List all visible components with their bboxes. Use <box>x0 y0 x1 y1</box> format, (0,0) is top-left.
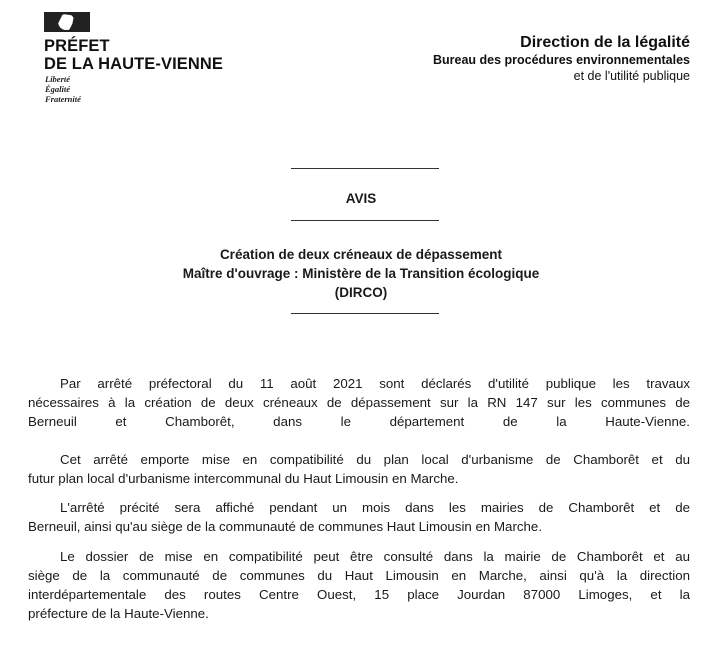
direction-title: Direction de la légalité <box>520 34 690 51</box>
divider-top <box>291 168 439 169</box>
motto-fraternite: Fraternité <box>45 94 81 104</box>
paragraph-line: Par arrêté préfectoral du 11 août 2021 sont déclarés d'utilité publique les travaux <box>60 376 690 391</box>
subject-line-3: (DIRCO) <box>334 285 388 300</box>
paragraph-line: Berneuil, ainsi qu'au siège de la communauté de communes Haut Limousin en Marche. <box>28 519 543 534</box>
paragraph-compatibility <box>28 450 690 488</box>
paragraph-line: siège de la communauté de communes du Haut Limousin en Marche, ainsi qu'à la direction <box>28 568 690 583</box>
paragraph-line: préfecture de la Haute-Vienne. <box>28 606 209 621</box>
paragraph-consultation <box>28 547 690 623</box>
bureau-line-2: et de l'utilité publique <box>573 69 690 83</box>
prefet-line-1: PRÉFET <box>44 37 110 55</box>
bureau-line-1: Bureau des procédures environnementales <box>432 53 690 67</box>
republic-motto <box>45 74 81 104</box>
paragraph-line: nécessaires à la création de deux créneaux de dépassement sur la RN 147 sur les communes de <box>28 395 690 410</box>
subject-line-1: Création de deux créneaux de dépassement <box>219 247 503 262</box>
prefet-title <box>44 37 223 73</box>
paragraph-line: L'arrêté précité sera affiché pendant un mois dans les mairies de Chamborêt et de <box>60 500 690 515</box>
motto-egalite: Égalité <box>45 84 71 94</box>
paragraph-line: interdépartementale des routes Centre Ouest, 15 place Jourdan 87000 Limoges, et la <box>28 587 690 602</box>
notice-subject <box>0 245 722 302</box>
marianne-profile-icon <box>58 14 74 30</box>
motto-liberte: Liberté <box>45 74 71 84</box>
paragraph-line: futur plan local d'urbanisme intercommunal du Haut Limousin en Marche. <box>28 471 459 486</box>
paragraph-declaration <box>28 374 690 431</box>
notice-heading: AVIS <box>345 191 377 206</box>
paragraph-display <box>28 498 690 536</box>
paragraph-line: Cet arrêté emporte mise en compatibilité du plan local d'urbanisme de Chamborêt et du <box>60 452 690 467</box>
paragraph-line: Le dossier de mise en compatibilité peut être consulté dans la mairie de Chamborêt et au <box>60 549 690 564</box>
marianne-logo-icon <box>44 12 90 32</box>
paragraph-line: Berneuil et Chamborêt, dans le département de la Haute-Vienne. <box>28 414 690 429</box>
divider-middle <box>291 220 439 221</box>
subject-line-2: Maître d'ouvrage : Ministère de la Transition écologique <box>182 266 540 281</box>
issuing-direction <box>433 33 690 84</box>
prefet-line-2: DE LA HAUTE-VIENNE <box>44 55 224 73</box>
divider-bottom <box>291 313 439 314</box>
